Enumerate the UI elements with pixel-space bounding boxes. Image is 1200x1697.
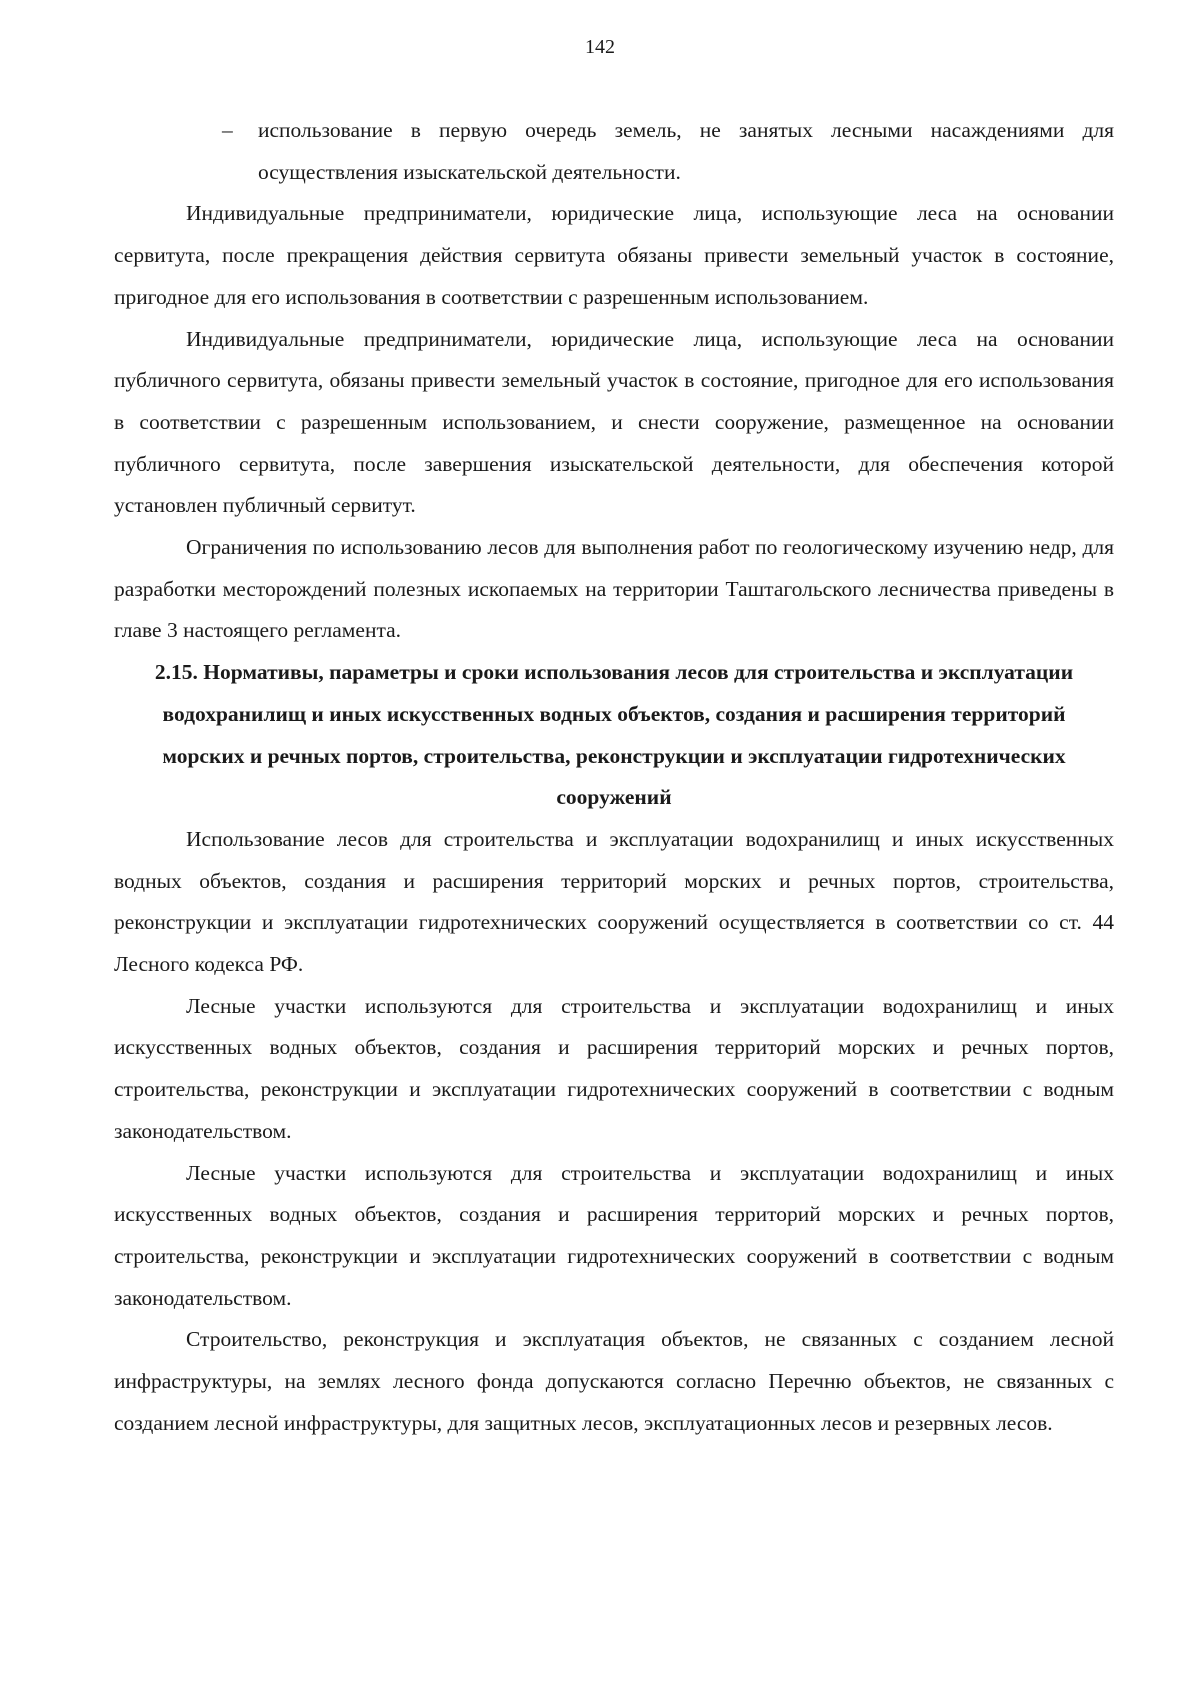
paragraph: Использование лесов для строительства и эксплуатации водохранилищ и иных искусственных водных объектов, создания и расширения территорий морских и речных портов, строительства, реконструкции и эксплуатации гидротехнических сооружений осуществляется в соответствии со ст. 44 Лесного кодекса РФ. <box>114 826 1114 977</box>
paragraph: Строительство, реконструкция и эксплуатация объектов, не связанных с созданием лесной инфраструктуры, на землях лесного фонда допускаются согласно Перечню объектов, не связанных с созданием лесной инфраструктуры, для защитных лесов, эксплуатационных лесов и резервных лесов. <box>114 1327 1114 1435</box>
paragraph: Индивидуальные предприниматели, юридические лица, использующие леса на основании сервитута, после прекращения действия сервитута обязаны привести земельный участок в состояние, пригодное для его использования в соответствии с разрешенным использованием. <box>114 201 1114 309</box>
paragraph: Индивидуальные предприниматели, юридические лица, использующие леса на основании публичного сервитута, обязаны привести земельный участок в состояние, пригодное для его использования в соответствии с разрешенным использованием, и снести сооружение, размещенное на основании публичного сервитута, после завершения изыскательской деятельности, для обеспечения которой установлен публичный сервитут. <box>114 326 1114 518</box>
document-body <box>114 110 1114 1445</box>
list-item-text: использование в первую очередь земель, не занятых лесными насаждениями для осуществления изыскательской деятельности. <box>258 118 1114 184</box>
list-dash: – <box>222 118 233 142</box>
paragraph: Ограничения по использованию лесов для выполнения работ по геологическому изучению недр, для разработки месторождений полезных ископаемых на территории Таштагольского лесничества приведены в главе 3 настоящего регламента. <box>114 535 1114 643</box>
page-number: 142 <box>585 36 615 58</box>
section-heading: 2.15. Нормативы, параметры и сроки использования лесов для строительства и эксплуатации водохранилищ и иных искусственных водных объектов, создания и расширения территорий морских и речных портов, строительства, реконструкции и эксплуатации гидротехнических сооружений <box>154 660 1074 810</box>
list-item <box>114 110 1114 193</box>
paragraph: Лесные участки используются для строительства и эксплуатации водохранилищ и иных искусственных водных объектов, создания и расширения территорий морских и речных портов, строительства, реконструкции и эксплуатации гидротехнических сооружений в соответствии с водным законодательством. <box>114 993 1114 1143</box>
paragraph: Лесные участки используются для строительства и эксплуатации водохранилищ и иных искусственных водных объектов, создания и расширения территорий морских и речных портов, строительства, реконструкции и эксплуатации гидротехнических сооружений в соответствии с водным законодательством. <box>114 1160 1114 1310</box>
